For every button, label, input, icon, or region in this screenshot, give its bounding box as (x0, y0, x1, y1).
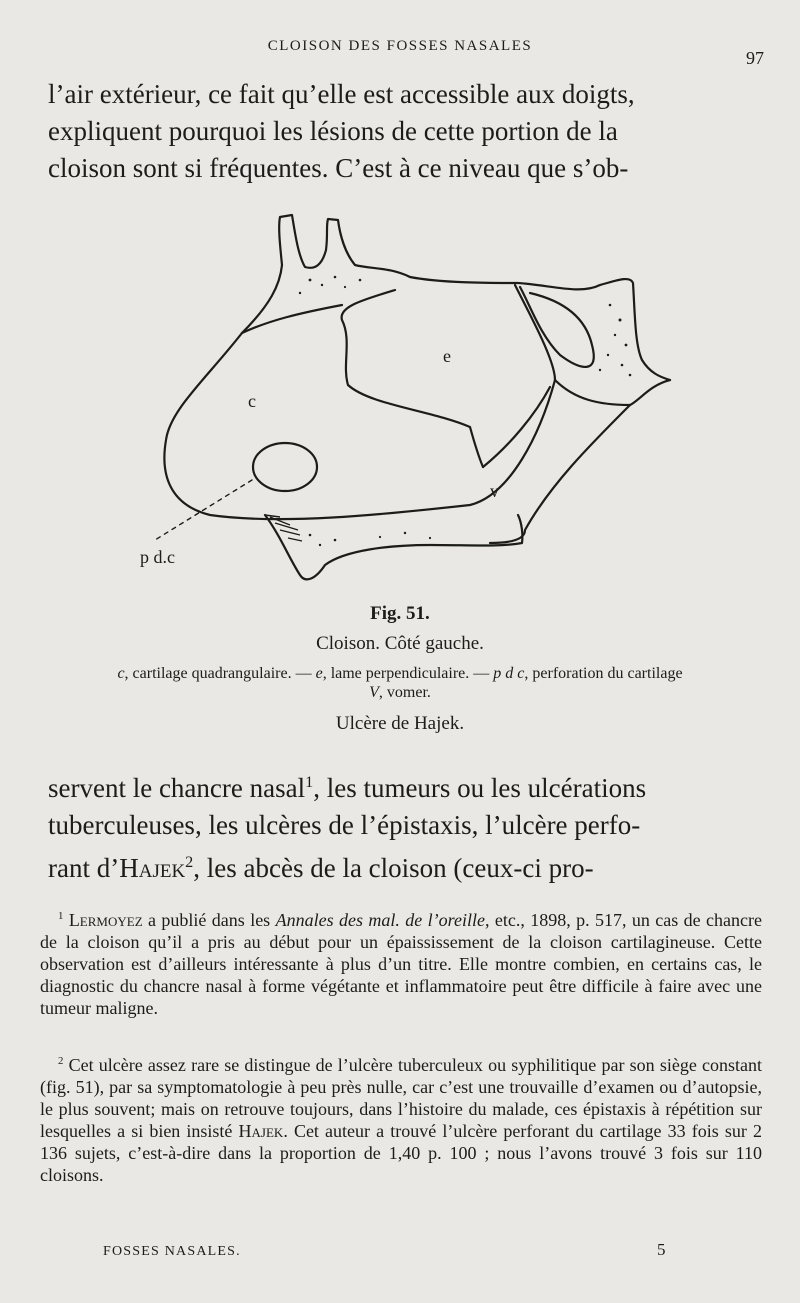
running-head: CLOISON DES FOSSES NASALES (267, 38, 533, 54)
text-line: expliquent pourquoi les lésions de cette portion de la (48, 116, 618, 146)
footnote-2 (40, 1050, 762, 1186)
page-number: 97 (746, 48, 764, 68)
legend-abbr: e (315, 665, 323, 682)
perpendicular-plate-boundary (342, 290, 483, 467)
label-e: e (443, 346, 451, 366)
pdc-pointer (155, 480, 252, 540)
footnote-text: Cet ulcère assez rare se distingue de l’ulcère tuberculeux ou syphilitique par son siège constant (fig. 51), par sa symptomatologie à peu près nulle, car c’est une trouvaille d’examen ou d’autopsie, le plus souvent; mais on retrouve toujours, dans l’histoire du malade, ces épistaxis à répétition sur lesquelles a si bien insisté (40, 1055, 762, 1141)
author-name: Hajek (238, 1121, 284, 1141)
signature-number: 5 (657, 1240, 666, 1259)
text-line: l’air extérieur, ce fait qu’elle est accessible aux doigts, (48, 79, 635, 109)
maxillary-crest (265, 515, 522, 579)
footnote-marker: 2 (58, 1055, 64, 1067)
footnote-ref: 2 (185, 853, 194, 871)
legend-abbr: p d c (493, 665, 525, 682)
footnote-text: , etc., 1898, p. 517, un cas de chancre de la cloison qu’il a pris au début pour un épaississement de la cloison cartilagineuse. Cette observation est d’ailleurs intéressante à plus d’un titre. Elle montre combien, en certains cas, le diagnostic du chancre nasal à forme végétante et inflammatoire peut être difficile à faire avec une tumeur maligne. (40, 910, 763, 1018)
label-pdc: p d.c (140, 547, 175, 567)
label-c: c (248, 391, 256, 411)
footnote-text: a publié dans les (142, 910, 276, 930)
text-span: rant d’ (48, 853, 120, 883)
figure-number: Fig. 51. (370, 603, 430, 624)
legend-abbr: V (369, 684, 379, 701)
footnote-1 (40, 905, 762, 1019)
footnote-ref: 1 (305, 773, 314, 791)
crista-galli (242, 215, 410, 333)
nasal-septum-drawing (130, 205, 690, 600)
legend-text: , perforation du cartilage (524, 665, 683, 682)
legend-text: , vomer. (378, 684, 431, 701)
printer-signature: FOSSES NASALES. (103, 1244, 241, 1259)
legend-text: , lame perpendiculaire. — (322, 665, 494, 682)
text-span: servent le chancre nasal (48, 773, 306, 803)
figure-51-illustration (130, 205, 690, 600)
label-v: v (490, 481, 499, 501)
sphenoid-lower (555, 380, 670, 405)
footnote-marker: 1 (58, 910, 64, 922)
figure-title: Cloison. Côté gauche. (316, 633, 484, 654)
legend-abbr: c (117, 665, 125, 682)
body-paragraph-2 (48, 764, 764, 887)
text-line (48, 844, 764, 887)
vomer-upper (483, 387, 550, 467)
text-span: , les tumeurs ou les ulcérations (313, 773, 647, 803)
footnote-text: . Cet auteur a trouvé l’ulcère perforant du cartilage 33 fois sur 2 136 sujets, c’est-à-dire dans la proportion de 1,40 p. 100 ; nous l’avons trouvé 3 fois sur 110 cloisons. (40, 1121, 763, 1185)
figure-legend (38, 664, 762, 702)
text-line: cloison sont si fréquentes. C’est à ce niveau que s’ob- (48, 153, 629, 183)
text-span: , les abcès de la cloison (ceux-ci pro- (193, 853, 594, 883)
perforation (253, 443, 317, 491)
cartilage-inner (242, 305, 342, 333)
author-name: Hajek (119, 853, 186, 883)
author-name: Lermoyez (68, 910, 143, 930)
body-paragraph-1 (48, 76, 764, 187)
text-line (48, 764, 764, 807)
journal-title: Annales des mal. de l’oreille (275, 910, 485, 930)
figure-subtitle: Ulcère de Hajek. (335, 713, 465, 734)
text-line: tuberculeuses, les ulcères de l’épistaxis, l’ulcère perfo- (48, 810, 641, 840)
sinus-loop (520, 287, 594, 367)
legend-text: , cartilage quadrangulaire. — (124, 665, 316, 682)
